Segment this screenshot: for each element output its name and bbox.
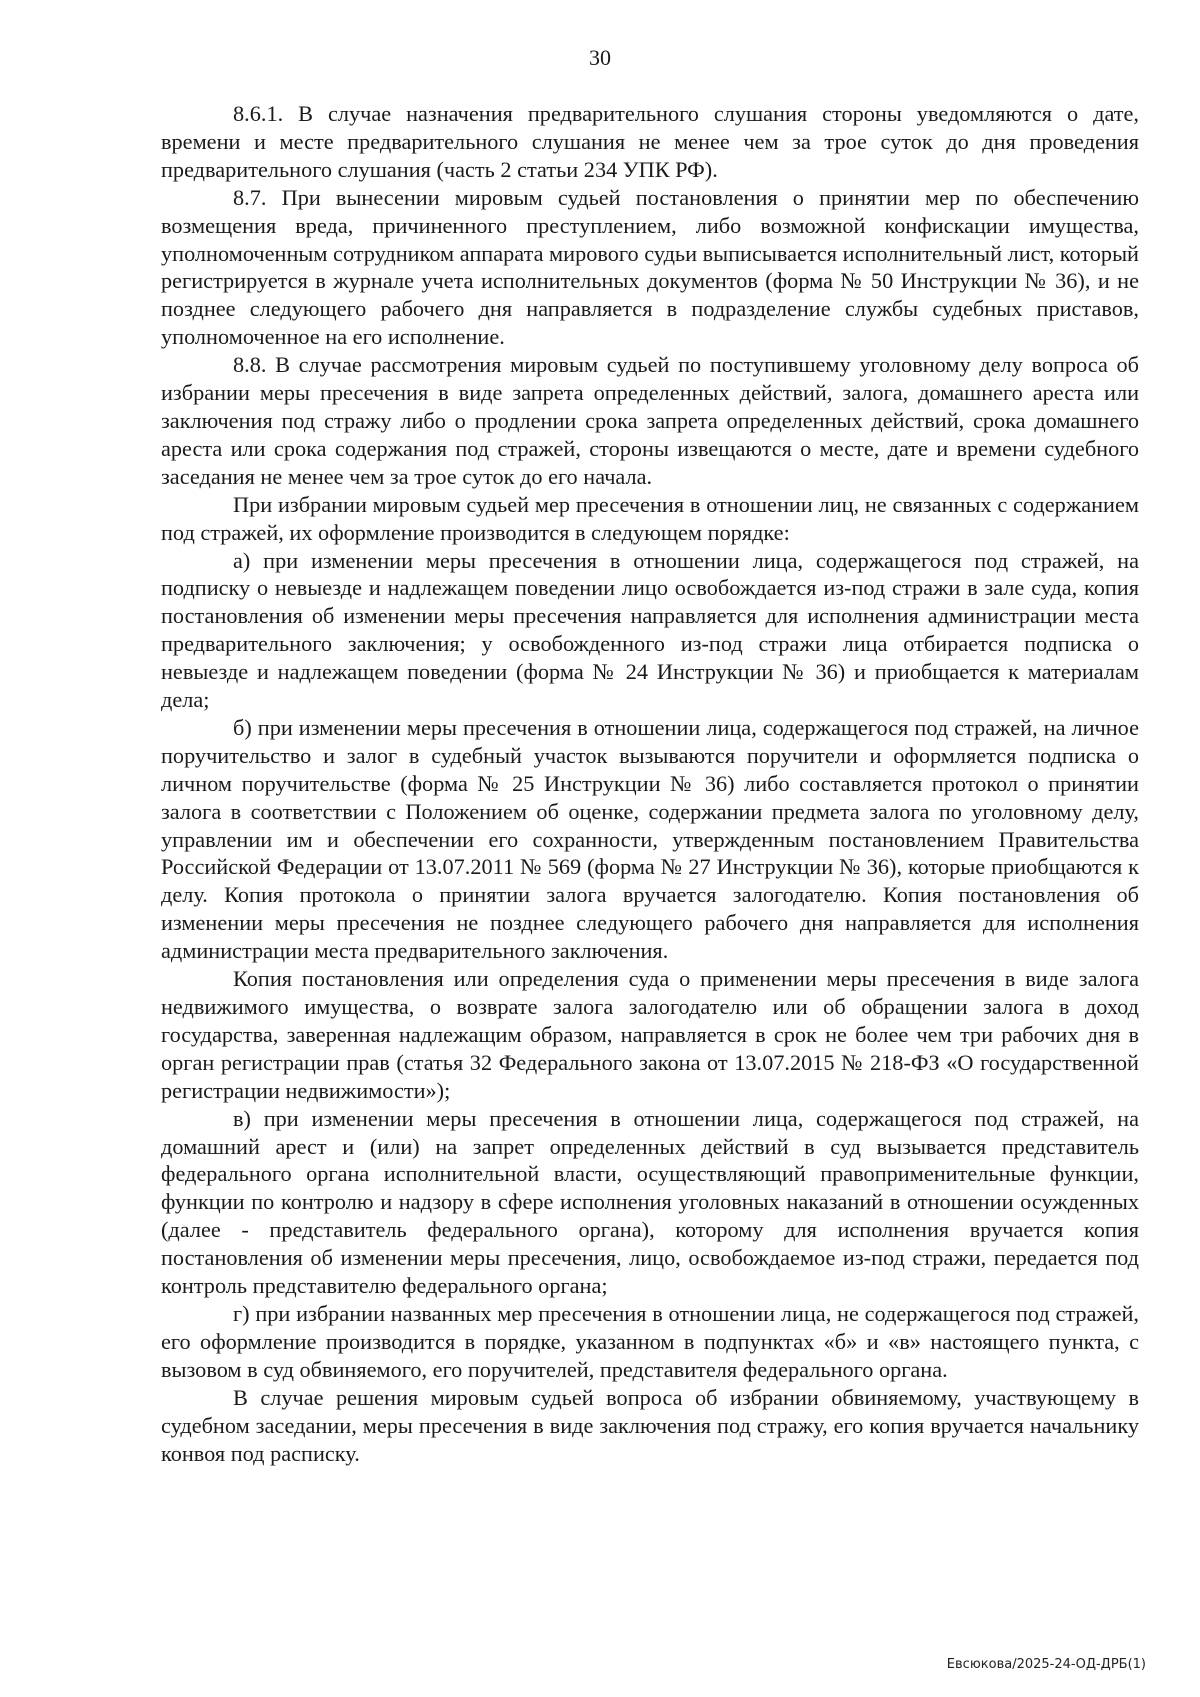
paragraph-pledge-copy: Копия постановления или определения суда о применении меры пресечения в виде залога недвижимого имущества, о возврате залога залогодателю или об обращении залога в доход государства, заверенная надлежащим образом, направляется в срок не более чем три рабочих дня в орган регистрации прав (статья 32 Федерального закона от 13.07.2015 № 218-ФЗ «О государственной регистрации недвижимости»);	[161, 966, 1139, 1103]
footer-document-code: Евсюкова/2025-24-ОД-ДРБ(1)	[946, 1657, 1146, 1672]
paragraph-procedure-intro: При избрании мировым судьей мер пресечения в отношении лиц, не связанных с содержанием под стражей, их оформление производится в следующем порядке:	[161, 491, 1139, 545]
paragraph-8-6-1: 8.6.1. В случае назначения предварительного слушания стороны уведомляются о дате, времени и месте предварительного слушания не менее чем за трое суток до дня проведения предварительного слушания (часть 2 статьи 234 УПК РФ).	[161, 101, 1139, 182]
paragraph-item-a: а) при изменении меры пресечения в отношении лица, содержащегося под стражей, на подписку о невыезде и надлежащем поведении лицо освобождается из-под стражи в зале суда, копия постановления об изменении меры пресечения направляется для исполнения администрации места предварительного заключения; у освобожденного из-под стражи лица отбирается подписка о невыезде и надлежащем поведении (форма № 24 Инструкции № 36) и приобщается к материалам дела;	[161, 547, 1139, 713]
page-number: 30	[589, 45, 611, 70]
paragraph-8-8: 8.8. В случае рассмотрения мировым судьей по поступившему уголовному делу вопроса об избрании меры пресечения в виде запрета определенных действий, залога, домашнего ареста или заключения под стражу либо о продлении срока запрета определенных действий, срока домашнего ареста или срока содержания под стражей, стороны извещаются о месте, дате и времени судебного заседания не менее чем за трое суток до его начала.	[161, 352, 1139, 489]
paragraph-8-7: 8.7. При вынесении мировым судьей постановления о принятии мер по обеспечению возмещения вреда, причиненного преступлением, либо возможной конфискации имущества, уполномоченным сотрудником аппарата мирового судьи выписывается исполнительный лист, который регистрируется в журнале учета исполнительных документов (форма № 50 Инструкции № 36), и не позднее следующего рабочего дня направляется в подразделение службы судебных приставов, уполномоченное на его исполнение.	[161, 184, 1139, 350]
paragraph-detention: В случае решения мировым судьей вопроса об избрании обвиняемому, участвующему в судебном заседании, меры пресечения в виде заключения под стражу, его копия вручается начальнику конвоя под расписку.	[161, 1384, 1139, 1466]
paragraph-item-g: г) при избрании названных мер пресечения в отношении лица, не содержащегося под стражей, его оформление производится в порядке, указанном в подпунктах «б» и «в» настоящего пункта, с вызовом в суд обвиняемого, его поручителей, представителя федерального органа.	[161, 1300, 1139, 1382]
paragraph-item-v: в) при изменении меры пресечения в отношении лица, содержащегося под стражей, на домашний арест и (или) на запрет определенных действий в суд вызывается представитель федерального органа исполнительной власти, осуществляющий правоприменительные функции, функции по контролю и надзору в сфере исполнения уголовных наказаний в отношении осужденных (далее - представитель федерального органа), которому для исполнения вручается копия постановления об изменении меры пресечения, лицо, освобождаемое из-под стражи, передается под контроль представителю федерального органа;	[161, 1105, 1139, 1299]
document-body	[161, 100, 1139, 1467]
paragraph-item-b: б) при изменении меры пресечения в отношении лица, содержащегося под стражей, на личное поручительство и залог в судебный участок вызываются поручители и оформляется подписка о личном поручительстве (форма № 25 Инструкции № 36) либо составляется протокол о принятии залога в соответствии с Положением об оценке, содержании предмета залога по уголовному делу, управлении им и обеспечении его сохранности, утвержденным постановлением Правительства Российской Федерации от 13.07.2011 № 569 (форма № 27 Инструкции № 36), которые приобщаются к делу. Копия протокола о принятии залога вручается залогодателю. Копия постановления об изменении меры пресечения не позднее следующего рабочего дня направляется для исполнения администрации места предварительного заключения.	[161, 714, 1139, 964]
